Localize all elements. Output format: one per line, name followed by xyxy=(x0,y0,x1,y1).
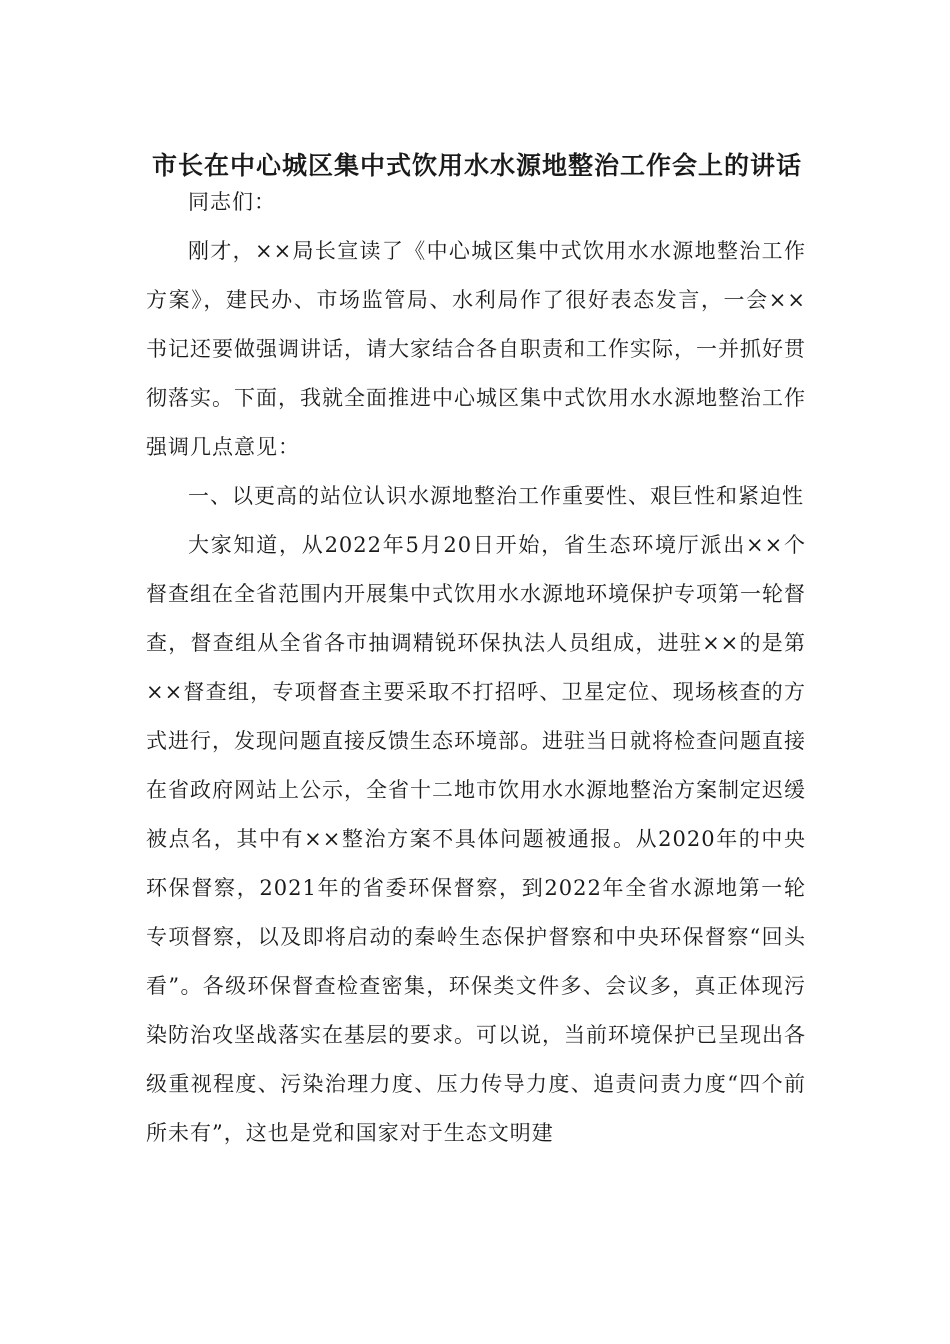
greeting: 同志们： xyxy=(188,190,276,214)
section-heading: 一、以更高的站位认识水源地整治工作重要性、艰巨性和紧迫性 xyxy=(188,484,804,508)
section-paragraph: 大家知道，从2022年5月20日开始，省生态环境厅派出××个督查组在全省范围内开展集中式饮用水水源地环境保护专项第一轮督查，督查组从全省各市抽调精锐环保执法人员组成，进驻××的是第××督查组，专项督查主要采取不打招呼、卫星定位、现场核查的方式进行，发现问题直接反馈生态环境部。进驻当日就将检查问题直接在省政府网站上公示，全省十二地市饮用水水源地整治方案制定迟缓被点名，其中有××整治方案不具体问题被通报。从2020年的中央环保督察，2021年的省委环保督察，到2022年全省水源地第一轮专项督察，以及即将启动的秦岭生态保护督察和中央环保督察“回头看”。各级环保督查检查密集，环保类文件多、会议多，真正体现污染防治攻坚战落实在基层的要求。可以说，当前环境保护已呈现出各级重视程度、污染治理力度、压力传导力度、追责问责力度“四个前所未有”，这也是党和国家对于生态文明建 xyxy=(146,533,806,1145)
document-body xyxy=(146,178,806,1158)
document-page xyxy=(146,0,806,1344)
page-title: 市长在中心城区集中式饮用水水源地整治工作会上的讲话 xyxy=(151,151,802,180)
intro-paragraph: 刚才，××局长宣读了《中心城区集中式饮用水水源地整治工作方案》，建民办、市场监管局、水利局作了很好表态发言，一会××书记还要做强调讲话，请大家结合各自职责和工作实际，一并抓好贯彻落实。下面，我就全面推进中心城区集中式饮用水水源地整治工作强调几点意见： xyxy=(146,239,806,459)
